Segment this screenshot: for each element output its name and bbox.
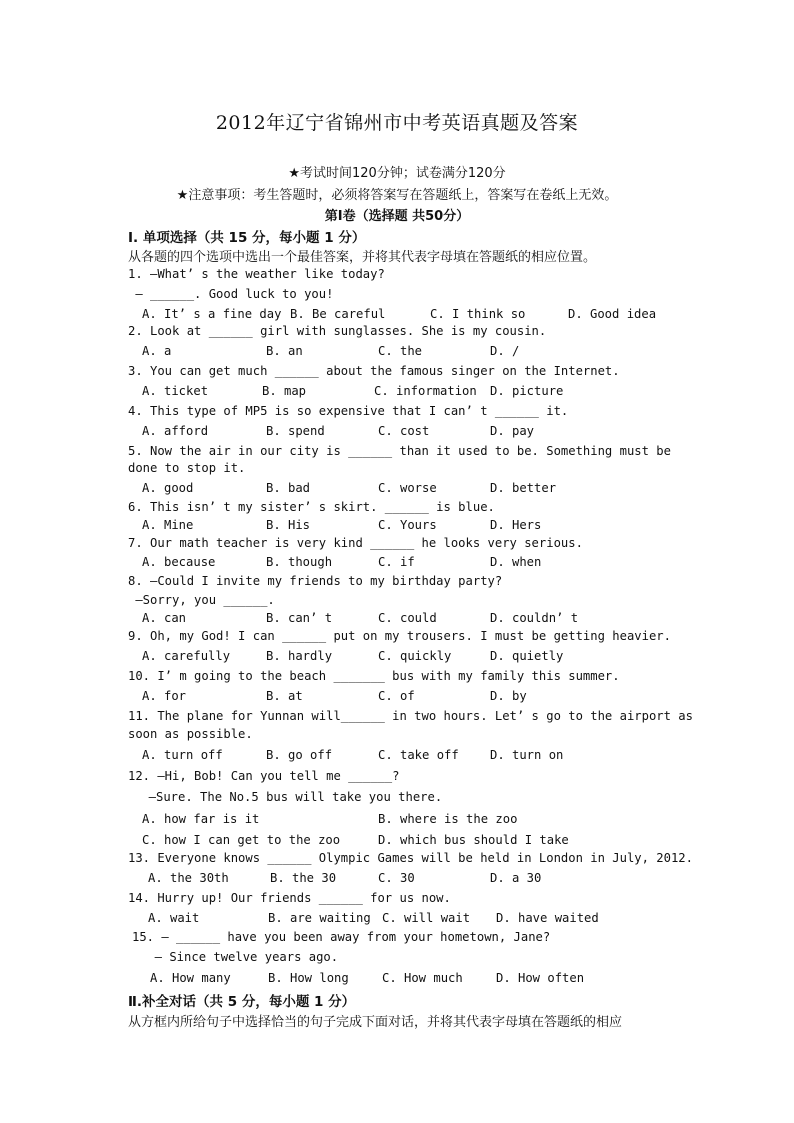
- option: D. have waited: [496, 911, 599, 925]
- option: B. go off: [266, 748, 333, 762]
- option: A. wait: [148, 911, 200, 925]
- section2-heading: Ⅱ.补全对话（共 5 分，每小题 1 分）: [128, 994, 356, 1010]
- option: B. at: [266, 689, 303, 703]
- question-line: 10. I’ m going to the beach _______ bus with my family this summer.: [128, 669, 620, 683]
- question-line: soon as possible.: [128, 727, 253, 741]
- section1-instruction: 从各题的四个选项中选出一个最佳答案，并将其代表字母填在答题纸的相应位置。: [128, 250, 597, 265]
- option: D. when: [490, 555, 542, 569]
- part1-heading: 第Ⅰ卷（选择题 共50分）: [324, 209, 470, 224]
- option: A. ticket: [142, 384, 209, 398]
- exam-time: ★考试时间120分钟；试卷满分120分: [288, 166, 506, 181]
- question-line: —Sure. The No.5 bus will take you there.: [134, 790, 443, 804]
- option: B. though: [266, 555, 333, 569]
- option: A. How many: [150, 971, 231, 985]
- option: A. for: [142, 689, 187, 703]
- question-line: 14. Hurry up! Our friends ______ for us now.: [128, 891, 451, 905]
- question-line: 12. —Hi, Bob! Can you tell me ______?: [128, 769, 400, 783]
- option: C. cost: [378, 424, 430, 438]
- question-line: 3. You can get much ______ about the famous singer on the Internet.: [128, 364, 620, 378]
- option: A. It’ s a fine day: [142, 307, 282, 321]
- option: A. because: [142, 555, 216, 569]
- exam-notice: ★注意事项：考生答题时，必须将答案写在答题纸上，答案写在卷纸上无效。: [176, 188, 618, 203]
- option: A. a: [142, 344, 172, 358]
- option: D. How often: [496, 971, 585, 985]
- option: D. by: [490, 689, 527, 703]
- option: C. if: [378, 555, 415, 569]
- question-line: — ______. Good luck to you!: [128, 287, 334, 301]
- question-line: — Since twelve years ago.: [140, 950, 339, 964]
- option: A. how far is it: [142, 812, 260, 826]
- option: A. good: [142, 481, 194, 495]
- option: D. /: [490, 344, 520, 358]
- option: B. where is the zoo: [378, 812, 518, 826]
- option: D. turn on: [490, 748, 564, 762]
- option: A. turn off: [142, 748, 223, 762]
- option: C. quickly: [378, 649, 452, 663]
- option: B. hardly: [266, 649, 333, 663]
- option: C. take off: [378, 748, 459, 762]
- option: B. bad: [266, 481, 311, 495]
- option: C. of: [378, 689, 415, 703]
- question-line: 13. Everyone knows ______ Olympic Games will be held in London in July, 2012.: [128, 851, 693, 865]
- question-line: —Sorry, you ______.: [128, 593, 275, 607]
- question-line: 9. Oh, my God! I can ______ put on my trousers. I must be getting heavier.: [128, 629, 671, 643]
- option: B. map: [262, 384, 307, 398]
- option: D. couldn’ t: [490, 611, 579, 625]
- question-line: 4. This type of MP5 is so expensive that I can’ t ______ it.: [128, 404, 569, 418]
- option: A. the 30th: [148, 871, 229, 885]
- option: C. how I can get to the zoo: [142, 833, 341, 847]
- option: C. could: [378, 611, 437, 625]
- option: D. Hers: [490, 518, 542, 532]
- option: D. which bus should I take: [378, 833, 569, 847]
- question-line: 2. Look at ______ girl with sunglasses. She is my cousin.: [128, 324, 547, 338]
- option: B. His: [266, 518, 311, 532]
- option: B. an: [266, 344, 303, 358]
- section2-instruction: 从方框内所给句子中选择恰当的句子完成下面对话，并将其代表字母填在答题纸的相应: [128, 1015, 623, 1030]
- option: C. the: [378, 344, 423, 358]
- question-line: 8. —Could I invite my friends to my birthday party?: [128, 574, 503, 588]
- question-line: 1. —What’ s the weather like today?: [128, 267, 385, 281]
- option: C. How much: [382, 971, 463, 985]
- question-line: done to stop it.: [128, 461, 246, 475]
- option: C. will wait: [382, 911, 471, 925]
- option: C. worse: [378, 481, 437, 495]
- option: A. carefully: [142, 649, 231, 663]
- option: D. a 30: [490, 871, 542, 885]
- option: B. can’ t: [266, 611, 333, 625]
- option: B. How long: [268, 971, 349, 985]
- option: C. I think so: [430, 307, 526, 321]
- question-line: 7. Our math teacher is very kind ______ he looks very serious.: [128, 536, 583, 550]
- option: C. information: [374, 384, 477, 398]
- page-title: 2012年辽宁省锦州市中考英语真题及答案: [215, 112, 579, 134]
- option: D. Good idea: [568, 307, 657, 321]
- option: B. the 30: [270, 871, 337, 885]
- option: A. Mine: [142, 518, 194, 532]
- section1-heading: Ⅰ. 单项选择（共 15 分，每小题 1 分）: [128, 230, 366, 246]
- option: D. better: [490, 481, 557, 495]
- option: B. are waiting: [268, 911, 371, 925]
- question-line: 11. The plane for Yunnan will______ in two hours. Let’ s go to the airport as: [128, 709, 693, 723]
- question-line: 5. Now the air in our city is ______ than it used to be. Something must be: [128, 444, 671, 458]
- option: C. Yours: [378, 518, 437, 532]
- option: D. quietly: [490, 649, 564, 663]
- option: A. afford: [142, 424, 209, 438]
- option: D. picture: [490, 384, 564, 398]
- option: B. spend: [266, 424, 325, 438]
- question-line: 15. — ______ have you been away from your hometown, Jane?: [132, 930, 551, 944]
- option: B. Be careful: [290, 307, 386, 321]
- question-line: 6. This isn’ t my sister’ s skirt. ______ is blue.: [128, 500, 495, 514]
- option: C. 30: [378, 871, 415, 885]
- option: A. can: [142, 611, 187, 625]
- option: D. pay: [490, 424, 535, 438]
